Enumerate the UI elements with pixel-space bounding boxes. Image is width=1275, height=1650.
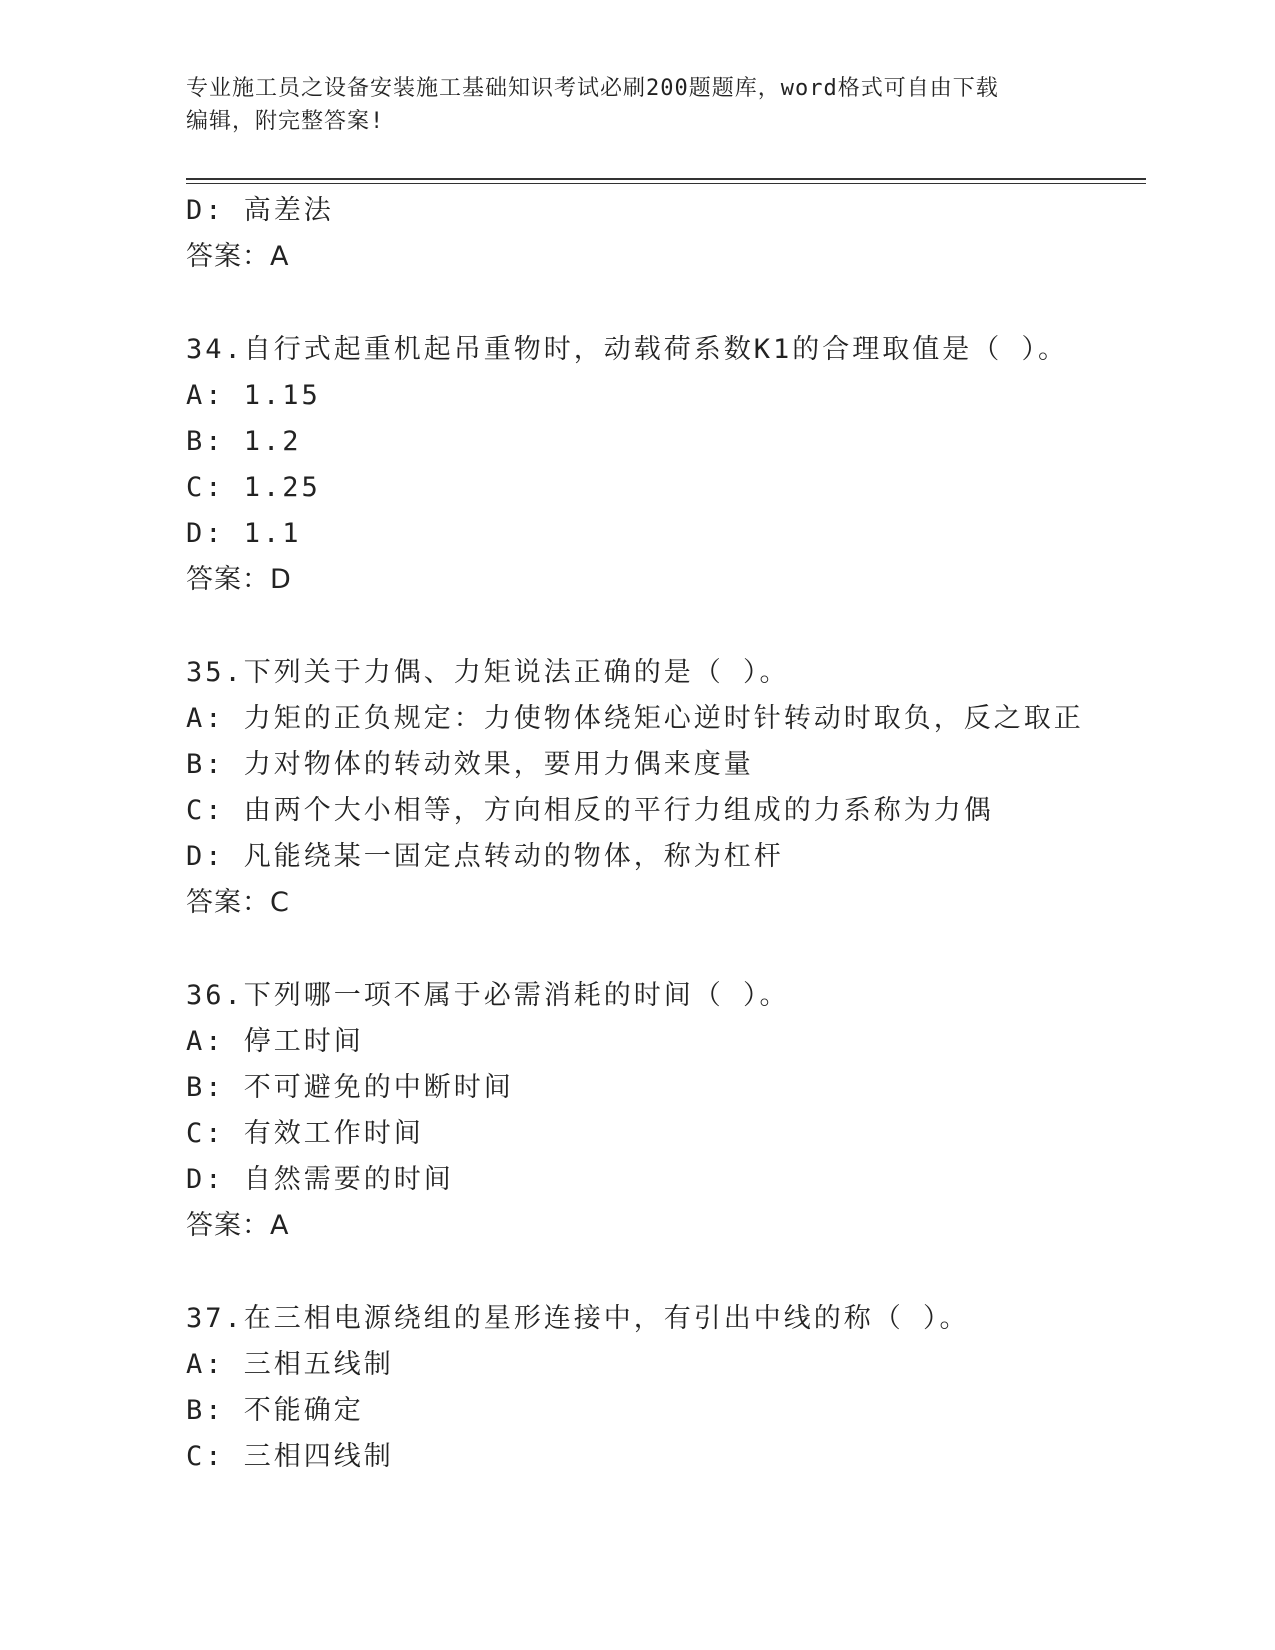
question-34 <box>186 327 1146 603</box>
question-option-a: A: 1.15 <box>186 380 321 411</box>
question-option-c: C: 1.25 <box>186 472 321 503</box>
question-option-b: B: 不可避免的中断时间 <box>186 1072 514 1103</box>
question-title: 37.在三相电源绕组的星形连接中，有引出中线的称（ ）。 <box>186 1303 970 1334</box>
prev-question-answer: 答案：A <box>186 241 290 272</box>
prev-question-option-d: D: 高差法 <box>186 195 334 226</box>
question-title: 34.自行式起重机起吊重物时，动载荷系数K1的合理取值是（ ）。 <box>186 334 1069 365</box>
question-title: 35.下列关于力偶、力矩说法正确的是（ ）。 <box>186 657 790 688</box>
question-option-c: C: 由两个大小相等，方向相反的平行力组成的力系称为力偶 <box>186 795 994 826</box>
question-option-a: A: 停工时间 <box>186 1026 364 1057</box>
question-35 <box>186 650 1146 926</box>
header-divider-thin <box>186 183 1146 184</box>
question-option-d: D: 1.1 <box>186 518 302 549</box>
question-title: 36.下列哪一项不属于必需消耗的时间（ ）。 <box>186 980 790 1011</box>
question-answer: 答案：D <box>186 564 292 595</box>
question-36 <box>186 973 1146 1249</box>
question-37 <box>186 1296 1146 1480</box>
header-line-1: 专业施工员之设备安装施工基础知识考试必刷200题题库，word格式可自由下载 <box>186 76 999 101</box>
header-line-2: 编辑，附完整答案! <box>186 109 385 134</box>
document-header <box>186 72 1066 138</box>
question-option-b: B: 力对物体的转动效果，要用力偶来度量 <box>186 749 754 780</box>
question-answer: 答案：C <box>186 887 290 918</box>
question-option-b: B: 不能确定 <box>186 1395 364 1426</box>
question-content <box>186 188 1146 1480</box>
question-option-b: B: 1.2 <box>186 426 302 457</box>
question-option-c: C: 有效工作时间 <box>186 1118 424 1149</box>
header-divider-thick <box>186 178 1146 180</box>
question-option-d: D: 自然需要的时间 <box>186 1164 454 1195</box>
question-option-c: C: 三相四线制 <box>186 1441 394 1472</box>
question-option-a: A: 力矩的正负规定：力使物体绕矩心逆时针转动时取负，反之取正 <box>186 703 1084 734</box>
question-answer: 答案：A <box>186 1210 290 1241</box>
question-option-a: A: 三相五线制 <box>186 1349 394 1380</box>
question-option-d: D: 凡能绕某一固定点转动的物体，称为杠杆 <box>186 841 784 872</box>
